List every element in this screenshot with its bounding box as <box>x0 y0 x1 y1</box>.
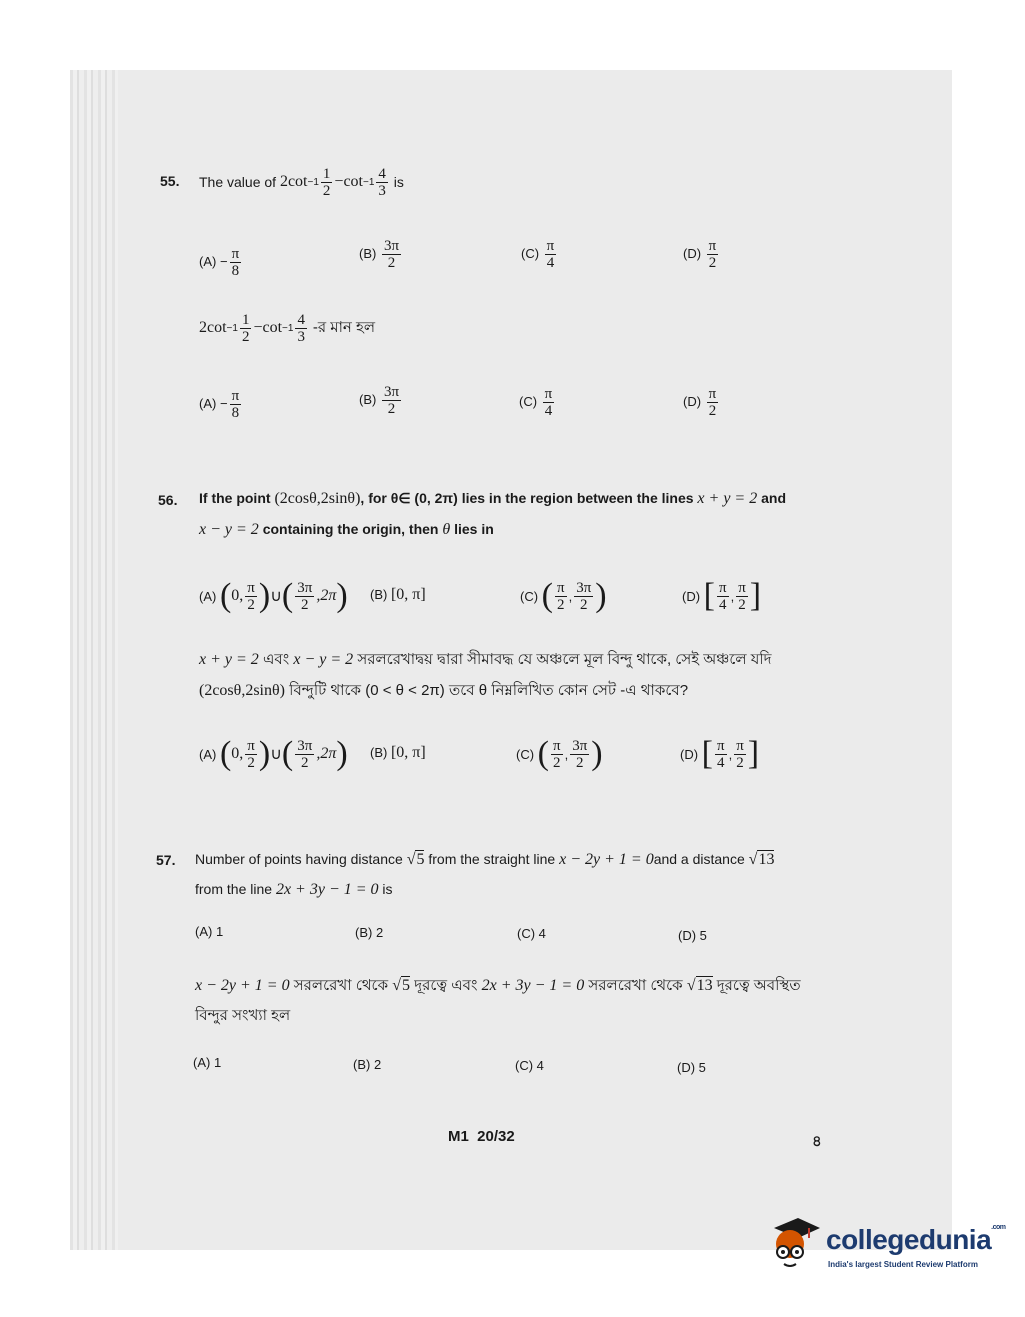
q55-question-bn: 2 cot −1 $\frac{1}{2}$ − cot −1 $\frac{4}{3}$ -র মান হল <box>199 311 376 345</box>
q55-opt-c: (C) $\frac{\pi}{4}$ <box>521 238 555 271</box>
q57-bn-opt-b: (B) 2 <box>353 1057 382 1072</box>
q55-bn-opt-b: (B) $\frac{3\pi}{2}$ <box>359 384 400 417</box>
q57-number: 57. <box>156 852 176 868</box>
q55-bn-suffix: -র মান হল <box>312 318 376 336</box>
q57-bn-opt-a: (A) 1 <box>193 1055 222 1070</box>
q57-line2: from the line 2x + 3y − 1 = 0 is <box>195 881 393 898</box>
q56-opt-b: (B) [0, π] <box>370 586 426 603</box>
q55-inv1: −1 <box>307 176 319 188</box>
q57-opt-d: (D) 5 <box>678 928 707 943</box>
page-code: M1 20/32 <box>448 1128 515 1145</box>
q57-bn-opt-d: (D) 5 <box>677 1060 706 1075</box>
q55-bn-opt-a: (A) − $\frac{\pi}{8}$ <box>199 388 240 421</box>
page-mark: ৪ <box>812 1133 822 1150</box>
q55-options-bn <box>199 380 759 424</box>
q56-line1: If the point (2cosθ,2sinθ), for θ∈ (0, 2π) lies in the region between the lines x + y = 2 and <box>199 490 786 507</box>
q57-line1: Number of points having distance √5 from the straight line x − 2y + 1 = 0and a distance √13 <box>195 851 775 868</box>
q56-bn-opt-a: (A) ( 0, $\frac{\pi}{2}$ ) ∪ ( $\frac{3\pi}{2}$ ,2π ) <box>199 735 348 772</box>
q55-opt-b: (B) $\frac{3\pi}{2}$ <box>359 238 400 271</box>
q57-opt-b: (B) 2 <box>355 925 384 940</box>
q56-bn-opt-c: (C) ( $\frac{\pi}{2}$ , $\frac{3\pi}{2}$ ) <box>516 735 603 772</box>
q57-bn-line1: x − 2y + 1 = 0 সরলরেখা থেকে √5 দূরত্বে এবং 2x + 3y − 1 = 0 সরলরেখা থেকে √13 দূরত্বে অবস্থিত <box>195 977 801 994</box>
q55-inv2: −1 <box>362 176 375 188</box>
q55-opt-a: (A) − $\frac{\pi}{8}$ <box>199 246 240 279</box>
q55-cot1: cot <box>287 173 308 190</box>
q56-opt-a: (A) ( 0, $\frac{\pi}{2}$ ) ∪ ( $\frac{3\pi}{2}$ ,2π ) <box>199 577 348 614</box>
q56-opt-c: (C) ( $\frac{\pi}{2}$ , $\frac{3\pi}{2}$ ) <box>520 577 607 614</box>
q55-suffix: is <box>393 174 404 190</box>
collegedunia-logo: collegedunia$^{.com}$ <box>826 1224 1006 1255</box>
q55-number: 55. <box>160 173 180 189</box>
q57-opt-c: (C) 4 <box>517 926 546 941</box>
q55-options-en <box>199 232 759 279</box>
q56-bn-line2: (2cosθ,2sinθ) বিন্দুটি থাকে (0 < θ < 2π) তবে θ নিম্নলিখিত কোন সেট -এ থাকবে? <box>199 682 689 699</box>
q55-opt-d: (D) $\frac{\pi}{2}$ <box>683 238 717 271</box>
q55-frac1: $\frac{1}{2}$ <box>322 165 331 199</box>
q57-opt-a: (A) 1 <box>195 924 224 939</box>
q56-bn-opt-d: (D) [ $\frac{\pi}{4}$ , $\frac{\pi}{2}$ ] <box>680 735 760 772</box>
q57-bn-opt-c: (C) 4 <box>515 1058 544 1073</box>
q55-minus: − <box>334 173 344 190</box>
q55-question-en <box>199 160 404 204</box>
collegedunia-mascot-icon <box>768 1212 820 1272</box>
scan-edge <box>70 70 118 1250</box>
q56-bn-line1: x + y = 2 এবং x − y = 2 সরলরেখাদ্বয় দ্বারা সীমাবদ্ধ যে অঞ্চলে মূল বিন্দু থাকে, সেই অঞ্চলে যদি <box>199 651 772 668</box>
q56-number: 56. <box>158 492 178 508</box>
q55-bn-opt-d: (D) $\frac{\pi}{2}$ <box>683 386 717 419</box>
q56-opt-d: (D) [ $\frac{\pi}{4}$ , $\frac{\pi}{2}$ ] <box>682 577 762 614</box>
q55-bn-opt-c: (C) $\frac{\pi}{4}$ <box>519 386 553 419</box>
q55-prefix: The value of <box>199 174 277 190</box>
q56-line2: x − y = 2 containing the origin, then θ lies in <box>199 521 494 538</box>
q55-coef: 2 <box>279 173 288 190</box>
logo-tagline: India's largest Student Review Platform <box>828 1260 978 1269</box>
q55-frac2: $\frac{4}{3}$ <box>378 165 386 199</box>
q55-cot2: cot <box>343 173 363 190</box>
logo-suffix: .com <box>991 1224 1006 1231</box>
q57-bn-line2: বিন্দুর সংখ্যা হল <box>195 1007 291 1024</box>
q56-bn-opt-b: (B) [0, π] <box>370 744 426 761</box>
